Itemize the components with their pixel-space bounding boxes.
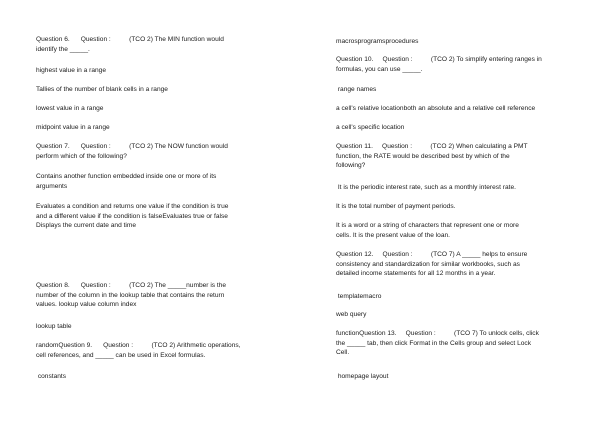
- answer-option: It is the total number of payment periods.: [336, 203, 456, 210]
- answer-option: midpoint value in a range: [36, 124, 110, 131]
- question-8-prompt: Question 8. Question : (TCO 2) The _____number is the number of the column in the lookup table that contains the return values. lookup value column index: [36, 282, 227, 309]
- answer-option: a cell's specific location: [336, 124, 405, 131]
- answer-option: Evaluates a condition and returns one value if the condition is true and a different value if the condition is falseEvaluates true or false Displays the current date and time: [36, 203, 229, 230]
- question-13-prompt: functionQuestion 13. Question : (TCO 7) To unlock cells, click the _____ tab, then click Format in the Cells group and select Lock Cell.: [336, 330, 539, 357]
- answer-option: web query: [336, 311, 367, 318]
- answer-option: highest value in a range: [36, 67, 107, 74]
- answer-option: a cell's relative locationboth an absolute and a relative cell reference: [336, 105, 536, 112]
- answer-option: It is the periodic interest rate, such as a monthly interest rate.: [336, 184, 516, 191]
- question-10-prompt: Question 10. Question : (TCO 2) To simplify entering ranges in formulas, you can use _____.: [336, 56, 542, 73]
- answer-option: It is a word or a string of characters that represent one or more cells. It is the present value of the loan.: [336, 222, 519, 239]
- question-7-prompt: Question 7. Question : (TCO 2) The NOW function would perform which of the following?: [36, 143, 228, 160]
- answer-option: Contains another function embedded inside one or more of its arguments: [36, 173, 217, 190]
- answer-option: macrosprogramsprocedures: [336, 38, 419, 45]
- answer-option: homepage layout: [336, 373, 389, 380]
- answer-option: constants: [36, 373, 67, 380]
- question-6-prompt: Question 6. Question : (TCO 2) The MIN function would identify the _____.: [36, 36, 224, 53]
- answer-option: range names: [336, 86, 377, 93]
- question-11-prompt: Question 11. Question : (TCO 2) When calculating a PMT function, the RATE would be described best by which of the following?: [336, 143, 528, 170]
- answer-option: lowest value in a range: [36, 105, 104, 112]
- question-12-prompt: Question 12. Question : (TCO 7) A _____ helps to ensure consistency and standardization for similar workbooks, such as detailed income statements for all 12 months in a year.: [336, 251, 528, 278]
- answer-option: Tallies of the number of blank cells in a range: [36, 86, 168, 93]
- answer-option: lookup table: [36, 323, 72, 330]
- answer-option: templatemacro: [336, 293, 382, 300]
- question-9-prompt: randomQuestion 9. Question : (TCO 2) Arithmetic operations, cell references, and _____ can be used in Excel formulas.: [36, 342, 241, 359]
